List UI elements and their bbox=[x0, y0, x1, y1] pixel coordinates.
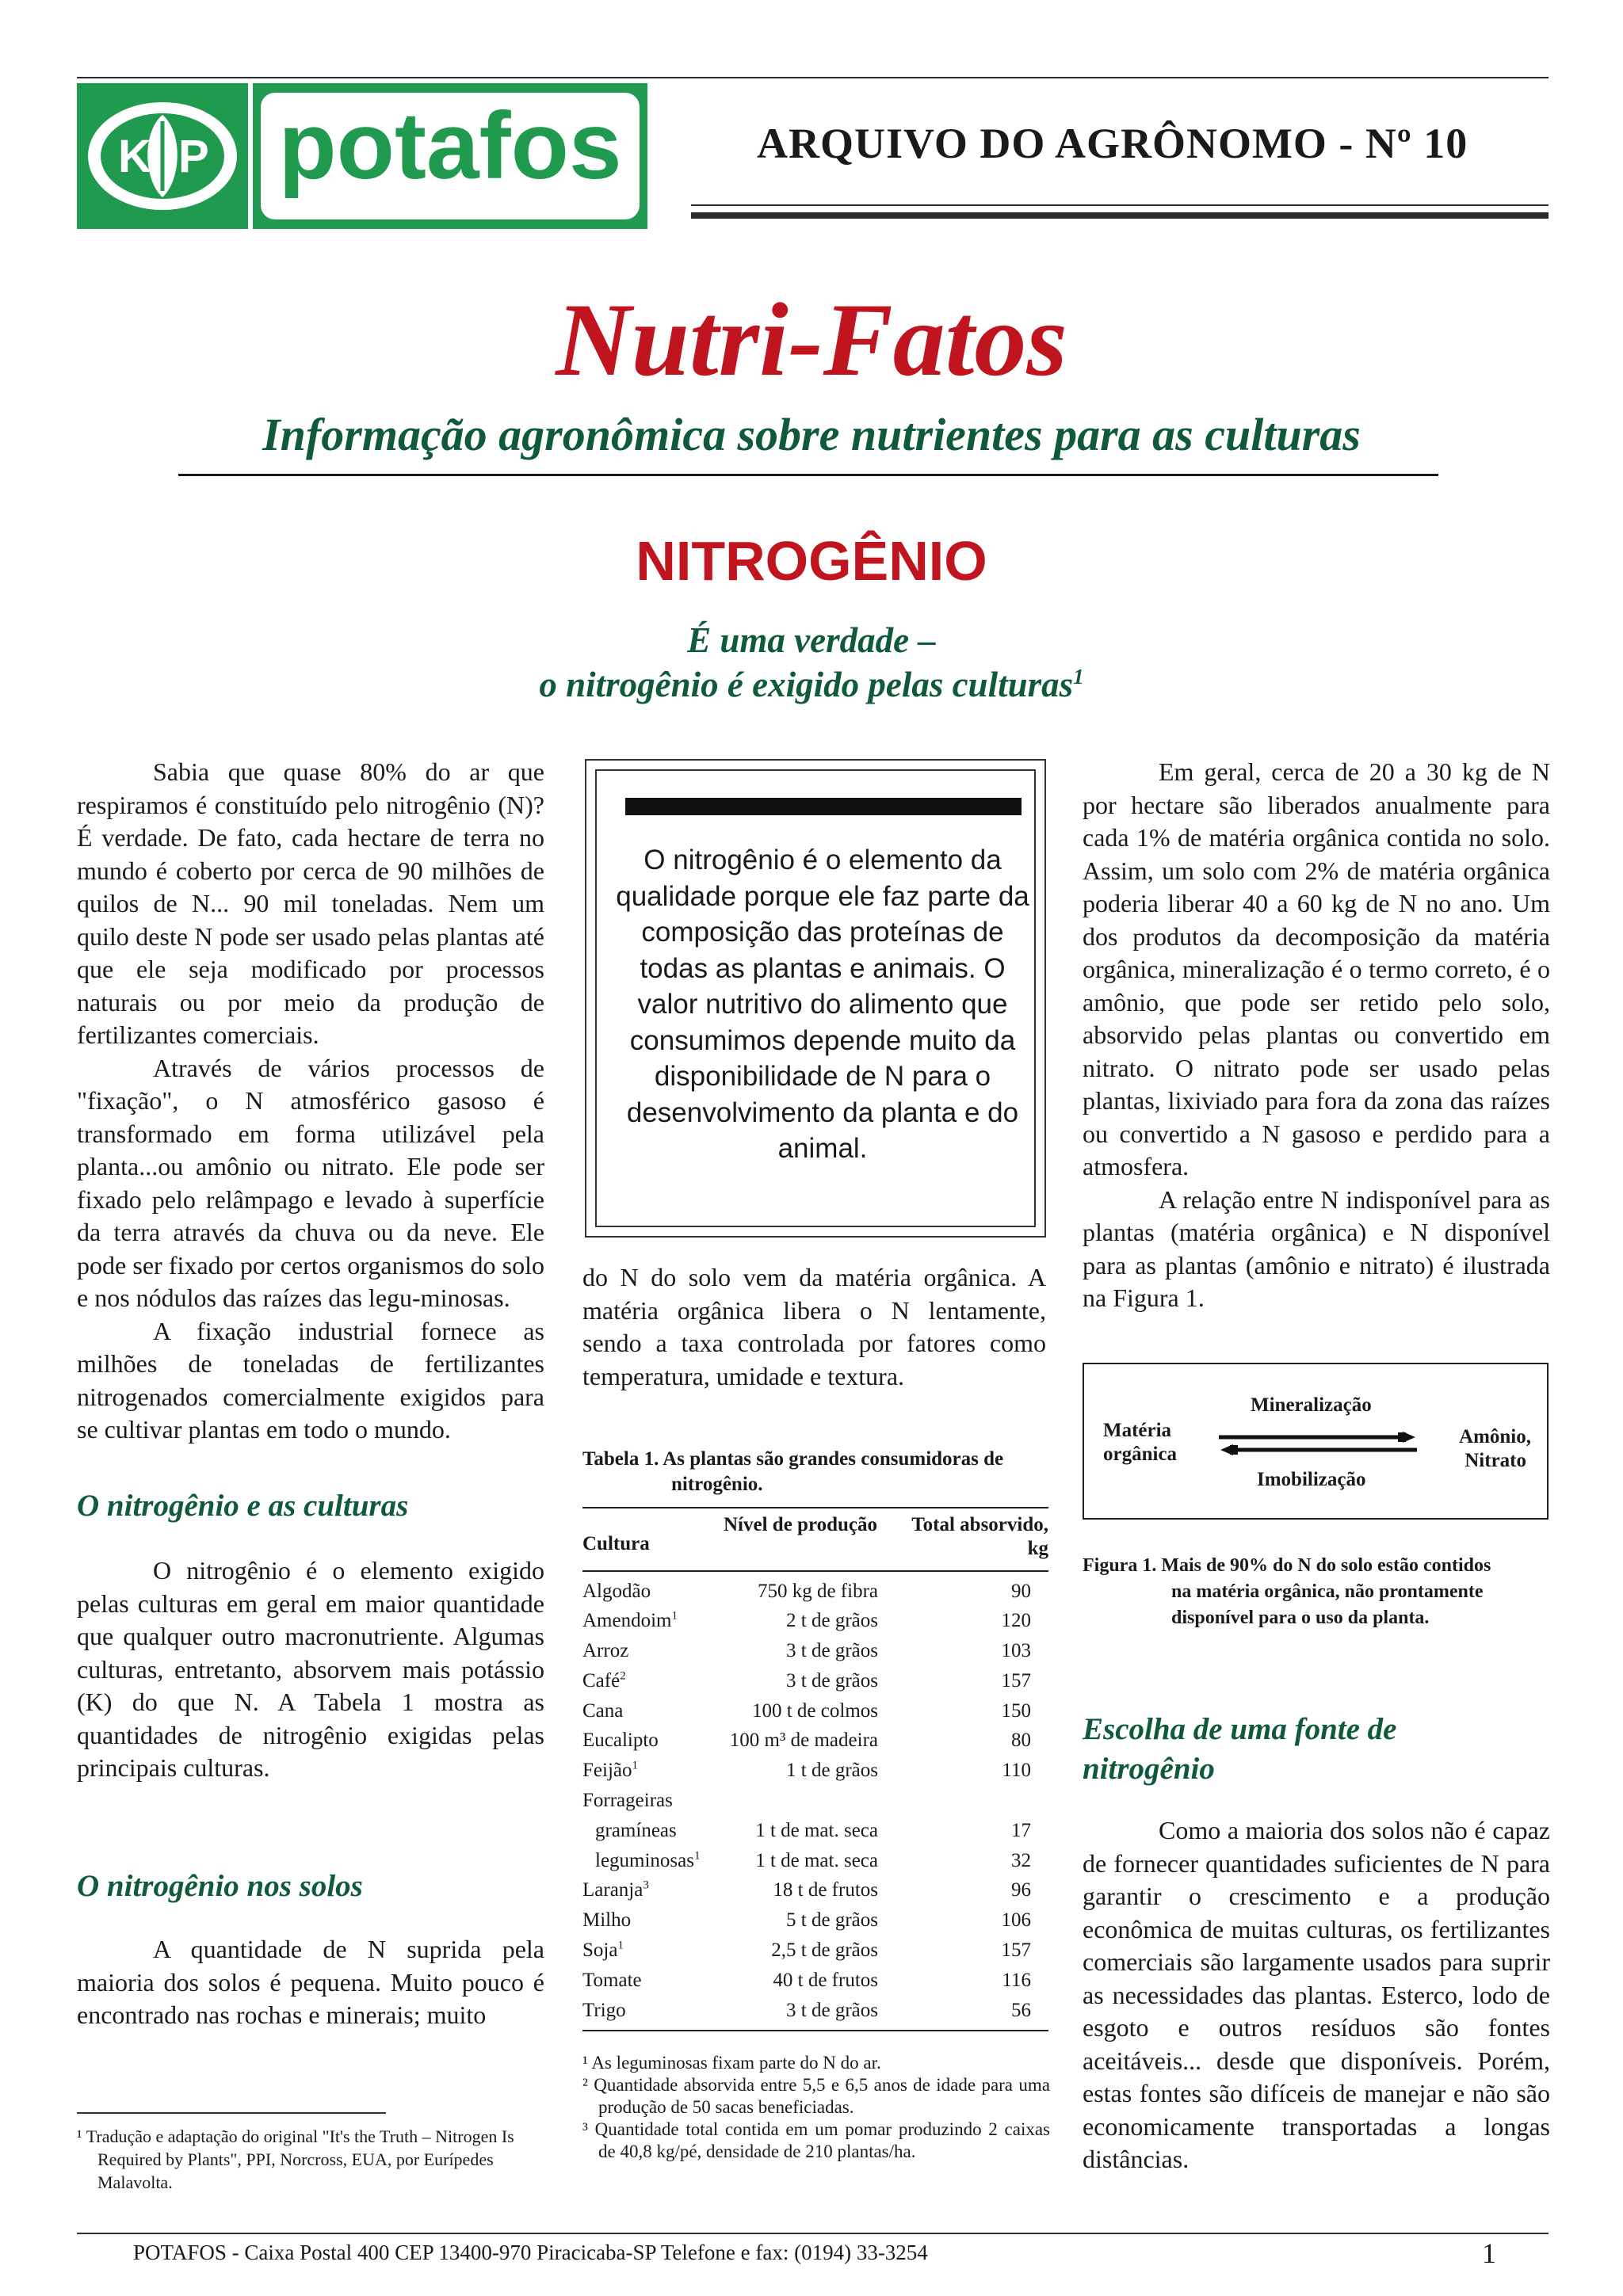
cell-total: 106 bbox=[1001, 1909, 1031, 1932]
paragraph: Em geral, cerca de 20 a 30 kg de N por hectare são liberados anualmente para cada 1% de matéria orgânica contida no solo. Assim, um solo com 2% de matéria orgânica poderia liberar 40 a 60 kg de N no ano. Um dos produtos da decomposição da matéria orgânica, mineralização é o termo correto, é o amônio, que pode ser retido pelo solo, absorvido pelas plantas ou convertido em nitrato. O nitrato pode ser usado pelas plantas, lixiviado para fora da zona das raízes ou convertido a N gasoso e perdido para a atmosfera. bbox=[1083, 757, 1550, 1180]
footnote-line: ¹ Tradução e adaptação do original "It's the Truth – Nitrogen Is Required by Plants", PPI, Norcross, EUA, por Eurípedes Malavolta. bbox=[77, 2126, 514, 2192]
logo-k: K bbox=[118, 131, 151, 182]
header-cultura: Cultura bbox=[582, 1533, 650, 1554]
header-nivel: Nível de produção bbox=[724, 1514, 877, 1535]
cultura-text: Soja bbox=[582, 1939, 618, 1962]
heading-nitrogen-source: Escolha de uma fonte de nitrogênio bbox=[1083, 1712, 1397, 1786]
cell-total: 150 bbox=[1001, 1699, 1031, 1722]
table-caption bbox=[582, 1447, 1050, 1497]
figure-1-diagram bbox=[1083, 1363, 1549, 1520]
table-row bbox=[582, 1696, 1048, 1726]
cell-cultura bbox=[582, 1905, 631, 1936]
main-title: Nutri-Fatos bbox=[556, 281, 1067, 398]
table-row bbox=[582, 1936, 1048, 1966]
table-row bbox=[582, 1726, 1048, 1756]
subtitle-rule bbox=[178, 474, 1438, 476]
footnote-ref: 1 bbox=[671, 1609, 678, 1623]
logo-kp-block bbox=[77, 83, 248, 229]
label-imobilizacao: Imobilização bbox=[1257, 1469, 1366, 1490]
cell-cultura bbox=[582, 1577, 651, 1607]
cultura-text: Tomate bbox=[582, 1969, 642, 1991]
logo-word-text: potafos bbox=[278, 93, 622, 199]
label-amonio: Amônio, bbox=[1459, 1426, 1531, 1447]
figure-caption bbox=[1083, 1553, 1550, 1631]
table-row bbox=[582, 1816, 1048, 1846]
cell-cultura bbox=[582, 1606, 678, 1636]
paragraph: A fixação industrial fornece as milhões de toneladas de fertilizantes nitrogenados comercialmente exigidos para se cultivar plantas em todo o mundo. bbox=[77, 1316, 544, 1444]
cell-cultura bbox=[582, 1696, 623, 1726]
potafos-logo bbox=[77, 83, 647, 229]
cell-total: 157 bbox=[1001, 1939, 1031, 1962]
label-nitrato: Nitrato bbox=[1465, 1450, 1526, 1471]
table-row bbox=[582, 1905, 1048, 1936]
footnote bbox=[77, 2125, 544, 2194]
paragraph: Sabia que quase 80% do ar que respiramos é constituído pelo nitrogênio (N)? É verdade. De fato, cada hectare de terra no mundo é coberto por cerca de 90 milhões de quilos de N... 90 mil toneladas. Nem um quilo deste N pode ser usado pelas plantas até que ele seja modificado por processos naturais ou por meio da produção de fertilizantes comerciais. bbox=[77, 757, 544, 1049]
cell-nivel: 2 t de grãos bbox=[786, 1610, 878, 1632]
cell-cultura bbox=[582, 1636, 628, 1666]
footnote-ref: 1 bbox=[694, 1849, 701, 1863]
table-row bbox=[582, 1846, 1048, 1876]
cell-total: 103 bbox=[1001, 1640, 1031, 1662]
cultura-text: Algodão bbox=[582, 1580, 651, 1602]
cell-total: 157 bbox=[1001, 1669, 1031, 1691]
header-total: Total absorvido, kg bbox=[911, 1514, 1048, 1559]
cultura-text: Amendoim bbox=[582, 1610, 672, 1632]
logo-p: P bbox=[178, 131, 209, 182]
column-1 bbox=[77, 756, 544, 1447]
page-number: 1 bbox=[1482, 2237, 1496, 2269]
cultura-text: Arroz bbox=[582, 1640, 629, 1662]
cell-nivel: 3 t de grãos bbox=[786, 1669, 878, 1691]
paragraph: A quantidade de N suprida pela maioria dos solos é pequena. Muito pouco é encontrado nas rochas e minerais; muito bbox=[77, 1935, 544, 2029]
cell-nivel: 3 t de grãos bbox=[786, 1999, 878, 2021]
logo-wordmark bbox=[253, 83, 647, 229]
cell-cultura bbox=[595, 1846, 701, 1876]
cell-nivel: 1 t de mat. seca bbox=[755, 1849, 878, 1871]
label-materia: Matéria bbox=[1103, 1420, 1172, 1441]
table-note: ³ Quantidade total contida em um pomar produzindo 2 caixas de 40,8 kg/pé, densidade de 210 plantas/ha. bbox=[582, 2119, 1050, 2161]
cell-total: 110 bbox=[1002, 1760, 1031, 1782]
cell-nivel: 1 t de mat. seca bbox=[755, 1819, 878, 1841]
table-caption-line-2: nitrogênio. bbox=[671, 1474, 763, 1495]
column-2 bbox=[582, 1261, 1046, 1393]
footer-address: POTAFOS - Caixa Postal 400 CEP 13400-970 Piracicaba-SP Telefone e fax: (0194) 33-3254 bbox=[133, 2241, 928, 2264]
table-row bbox=[582, 1875, 1048, 1905]
cell-cultura bbox=[582, 1996, 626, 2026]
cultura-text: Cana bbox=[582, 1699, 624, 1722]
callout-inner-border bbox=[595, 769, 1036, 1227]
heading-nitrogen-soils: O nitrogênio nos solos bbox=[77, 1869, 363, 1903]
cell-nivel: 40 t de frutos bbox=[773, 1969, 878, 1991]
footnote-ref: 1 bbox=[1073, 665, 1084, 688]
table-note: ² Quantidade absorvida entre 5,5 e 6,5 anos de idade para uma produção de 50 sacas beneficiadas. bbox=[582, 2075, 1050, 2117]
footnote-ref: 1 bbox=[617, 1939, 624, 1952]
table-row bbox=[582, 1577, 1048, 1607]
cell-nivel: 18 t de frutos bbox=[773, 1879, 878, 1901]
paragraph: Através de vários processos de "fixação", o N atmosférico gasoso é transformado em forma utilizável pela planta...ou amônio ou nitrato. Ele pode ser fixado pelo relâmpago e levado à superfície da terra através da chuva ou da neve. Ele pode ser fixado por certos organismos do solo e nos nódulos das raízes das legu-minosas. bbox=[77, 1053, 544, 1312]
table-row bbox=[582, 1786, 1048, 1816]
section-subtitle-2 bbox=[0, 664, 1623, 705]
label-mineralizacao: Mineralização bbox=[1251, 1394, 1372, 1416]
cultura-text: leguminosas bbox=[595, 1849, 694, 1871]
cell-nivel: 1 t de grãos bbox=[786, 1760, 878, 1782]
footnote-rule bbox=[77, 2112, 386, 2114]
cultura-text: Forrageiras bbox=[582, 1790, 673, 1812]
cell-cultura bbox=[582, 1936, 624, 1966]
footnote-ref: 3 bbox=[643, 1879, 649, 1893]
cell-total: 56 bbox=[1011, 1999, 1031, 2021]
table-note: ¹ As leguminosas fixam parte do N do ar. bbox=[582, 2053, 881, 2073]
table-header bbox=[582, 1508, 1048, 1570]
header-rule-1 bbox=[691, 204, 1549, 206]
table-row bbox=[582, 1966, 1048, 1996]
cell-cultura bbox=[582, 1666, 626, 1696]
cell-nivel: 750 kg de fibra bbox=[757, 1580, 878, 1602]
section-subtitle-2-text: o nitrogênio é exigido pelas culturas bbox=[539, 665, 1074, 704]
table-row bbox=[582, 1606, 1048, 1636]
cell-cultura bbox=[582, 1756, 638, 1786]
callout-box bbox=[585, 759, 1046, 1238]
table-row bbox=[582, 1666, 1048, 1696]
table-bottom-rule bbox=[582, 2030, 1048, 2031]
cell-nivel: 100 t de colmos bbox=[751, 1699, 878, 1722]
cultura-text: Feijão bbox=[582, 1760, 632, 1782]
paragraph: Como a maioria dos solos não é capaz de fornecer quantidades suficientes de N para garantir o crescimento e a produção econômica de muitas culturas, os fertilizantes comerciais são largamente usados para suprir as necessidades das plantas. Esterco, lodo de esgoto e outros resíduos são fontes aceitáveis... desde que disponíveis. Porém, estas fontes são difíceis de manejar e não são economicamente transportadas a longas distâncias. bbox=[1083, 1816, 1550, 2173]
cell-nivel: 5 t de grãos bbox=[786, 1909, 878, 1932]
cell-total: 80 bbox=[1011, 1730, 1031, 1752]
column-3-part-2 bbox=[1083, 1814, 1550, 2176]
heading-nitrogen-crops: O nitrogênio e as culturas bbox=[77, 1489, 409, 1523]
cell-nivel: 100 m³ de madeira bbox=[729, 1730, 878, 1752]
paragraph: A relação entre N indisponível para as plantas (matéria orgânica) e N disponível para as plantas (amônio e nitrato) é ilustrada na Figura 1. bbox=[1083, 1184, 1550, 1312]
label-organica: orgânica bbox=[1103, 1444, 1178, 1465]
cultura-text: gramíneas bbox=[595, 1819, 677, 1841]
table-row bbox=[582, 1996, 1048, 2026]
cell-total: 90 bbox=[1011, 1580, 1031, 1602]
kp-leaf-icon bbox=[77, 83, 248, 229]
cell-total: 120 bbox=[1001, 1610, 1031, 1632]
cultura-text: Eucalipto bbox=[582, 1730, 659, 1752]
cell-total: 116 bbox=[1002, 1969, 1031, 1991]
column-1-part-3 bbox=[77, 1933, 544, 2032]
column-3 bbox=[1083, 756, 1550, 1315]
figure-caption-line-2: na matéria orgânica, não prontamente disponível para o uso da planta. bbox=[1171, 1581, 1484, 1628]
table-notes bbox=[582, 2052, 1050, 2163]
subtitle: Informação agronômica sobre nutrientes para as culturas bbox=[262, 409, 1361, 460]
cell-total: 32 bbox=[1011, 1849, 1031, 1871]
cultura-text: Café bbox=[582, 1669, 621, 1691]
column-1-part-2 bbox=[77, 1554, 544, 1785]
cell-cultura bbox=[582, 1786, 673, 1816]
section-subtitle-1: É uma verdade – bbox=[687, 620, 936, 660]
nitrogen-table bbox=[582, 1507, 1048, 2031]
header-rule-2 bbox=[691, 212, 1549, 219]
cell-cultura bbox=[582, 1726, 659, 1756]
callout-bar bbox=[625, 798, 1022, 815]
cell-nivel: 2,5 t de grãos bbox=[771, 1939, 878, 1962]
publication-title: ARQUIVO DO AGRÔNOMO - Nº 10 bbox=[757, 120, 1468, 167]
mineralization-arrows-icon bbox=[1219, 1428, 1417, 1459]
cell-cultura bbox=[595, 1816, 677, 1846]
section-title: NITROGÊNIO bbox=[636, 530, 987, 592]
cell-nivel: 3 t de grãos bbox=[786, 1640, 878, 1662]
figure-caption-line-1: Figura 1. Mais de 90% do N do solo estão contidos bbox=[1083, 1555, 1491, 1576]
cultura-text: Trigo bbox=[582, 1999, 626, 2021]
callout-text: O nitrogênio é o elemento da qualidade porque ele faz parte da composição das proteínas de todas as plantas e animais. O valor nutritivo do alimento que consumimos depende muito da disponibilidade de N para o desenvolvimento da planta e do animal. bbox=[616, 845, 1029, 1164]
table-row bbox=[582, 1756, 1048, 1786]
cell-total: 96 bbox=[1011, 1879, 1031, 1901]
paragraph: do N do solo vem da matéria orgânica. A matéria orgânica libera o N lentamente, sendo a taxa controlada por fatores como temperatura, umidade e textura. bbox=[582, 1263, 1046, 1390]
footnote-ref: 1 bbox=[632, 1759, 638, 1772]
table-caption-line-1: Tabela 1. As plantas são grandes consumidoras de bbox=[582, 1448, 1004, 1470]
cultura-text: Milho bbox=[582, 1909, 632, 1932]
table-row bbox=[582, 1636, 1048, 1666]
header-top-rule bbox=[77, 77, 1549, 78]
cell-cultura bbox=[582, 1966, 642, 1996]
footnote-ref: 2 bbox=[620, 1669, 626, 1683]
cell-cultura bbox=[582, 1875, 649, 1905]
footer-rule bbox=[77, 2233, 1549, 2234]
cell-total: 17 bbox=[1011, 1819, 1031, 1841]
paragraph: O nitrogênio é o elemento exigido pelas culturas em geral em maior quantidade que qualquer outro macronutriente. Algumas culturas, entretanto, absorvem mais potássio (K) do que N. A Tabela 1 mostra as quantidades de nitrogênio exigidas pelas principais culturas. bbox=[77, 1556, 544, 1782]
table-body bbox=[582, 1572, 1048, 2026]
cultura-text: Laranja bbox=[582, 1879, 643, 1901]
